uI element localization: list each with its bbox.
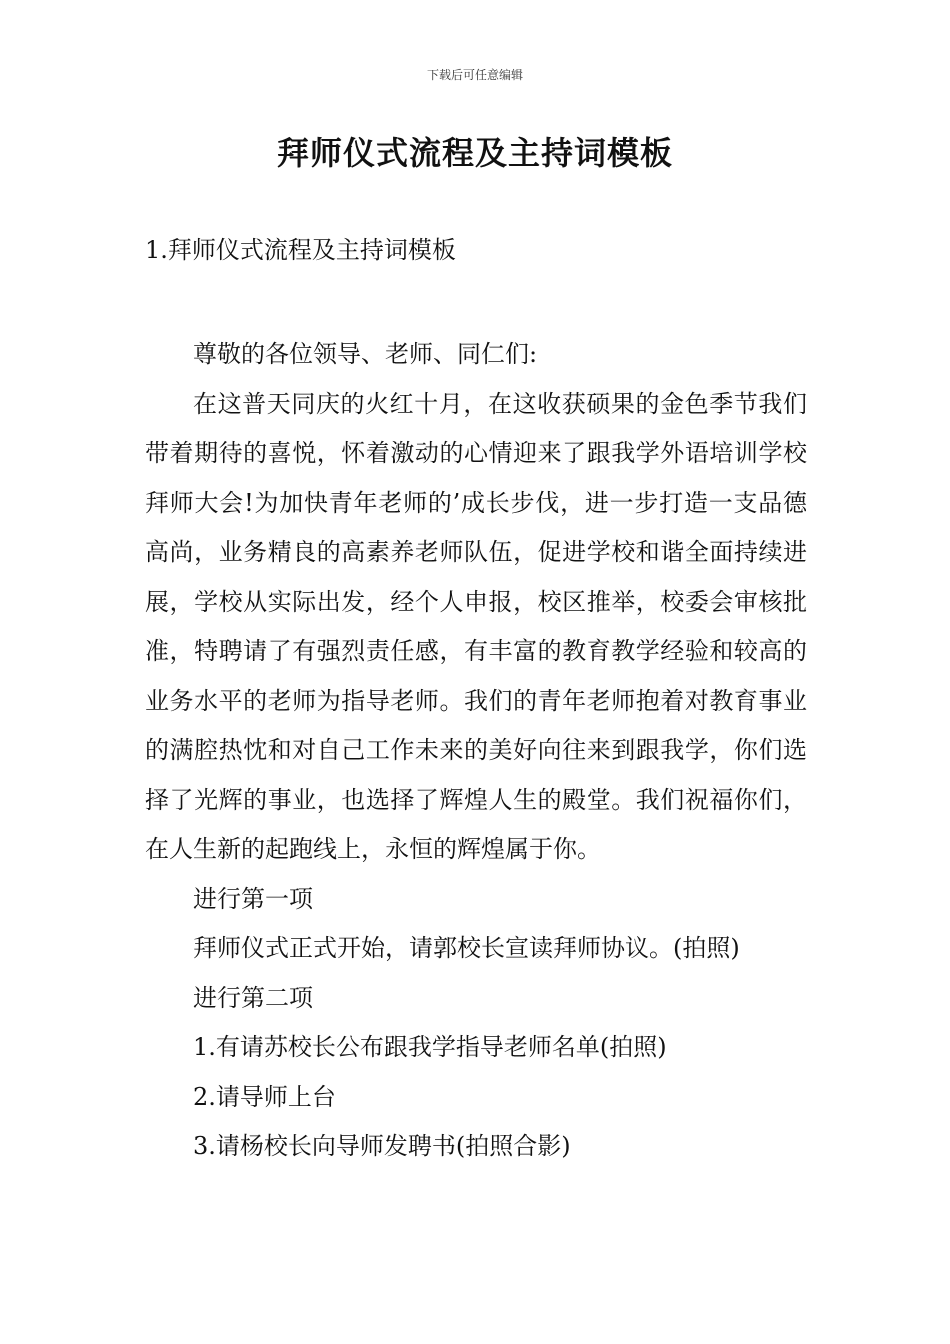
procedure-step: 进行第一项 [193,884,313,913]
document-body [145,330,807,1172]
procedure-step: 进行第二项 [193,983,313,1012]
procedure-step: 3.请杨校长向导师发聘书(拍照合影) [193,1132,571,1160]
document-title: 拜师仪式流程及主持词模板 [276,134,673,172]
procedure-step: 2.请导师上台 [193,1082,336,1111]
page-header-note: 下载后可任意编辑 [426,68,523,82]
procedure-step: 1.有请苏校长公布跟我学指导老师名单(拍照) [193,1033,667,1061]
section-heading: 1.拜师仪式流程及主持词模板 [145,236,456,264]
greeting-line: 尊敬的各位领导、老师、同仁们: [193,340,538,368]
intro-paragraph: 在这普天同庆的火红十月，在这收获硕果的金色季节我们带着期待的喜悦，怀着激动的心情迎来了跟我学外语培训学校拜师大会!为加快青年老师的’成长步伐，进一步打造一支品德高尚，业务精良的高素养老师队伍，促进学校和谐全面持续进展，学校从实际出发，经个人申报，校区推举，校委会审核批准，特聘请了有强烈责任感，有丰富的教育教学经验和较高的业务水平的老师为指导老师。我们的青年老师抱着对教育事业的满腔热忱和对自己工作未来的美好向往来到跟我学，你们选择了光辉的事业，也选择了辉煌人生的殿堂。我们祝福你们，在人生新的起跑线上，永恒的辉煌属于你。 [145,389,807,863]
procedure-step: 拜师仪式正式开始，请郭校长宣读拜师协议。(拍照) [193,934,740,962]
